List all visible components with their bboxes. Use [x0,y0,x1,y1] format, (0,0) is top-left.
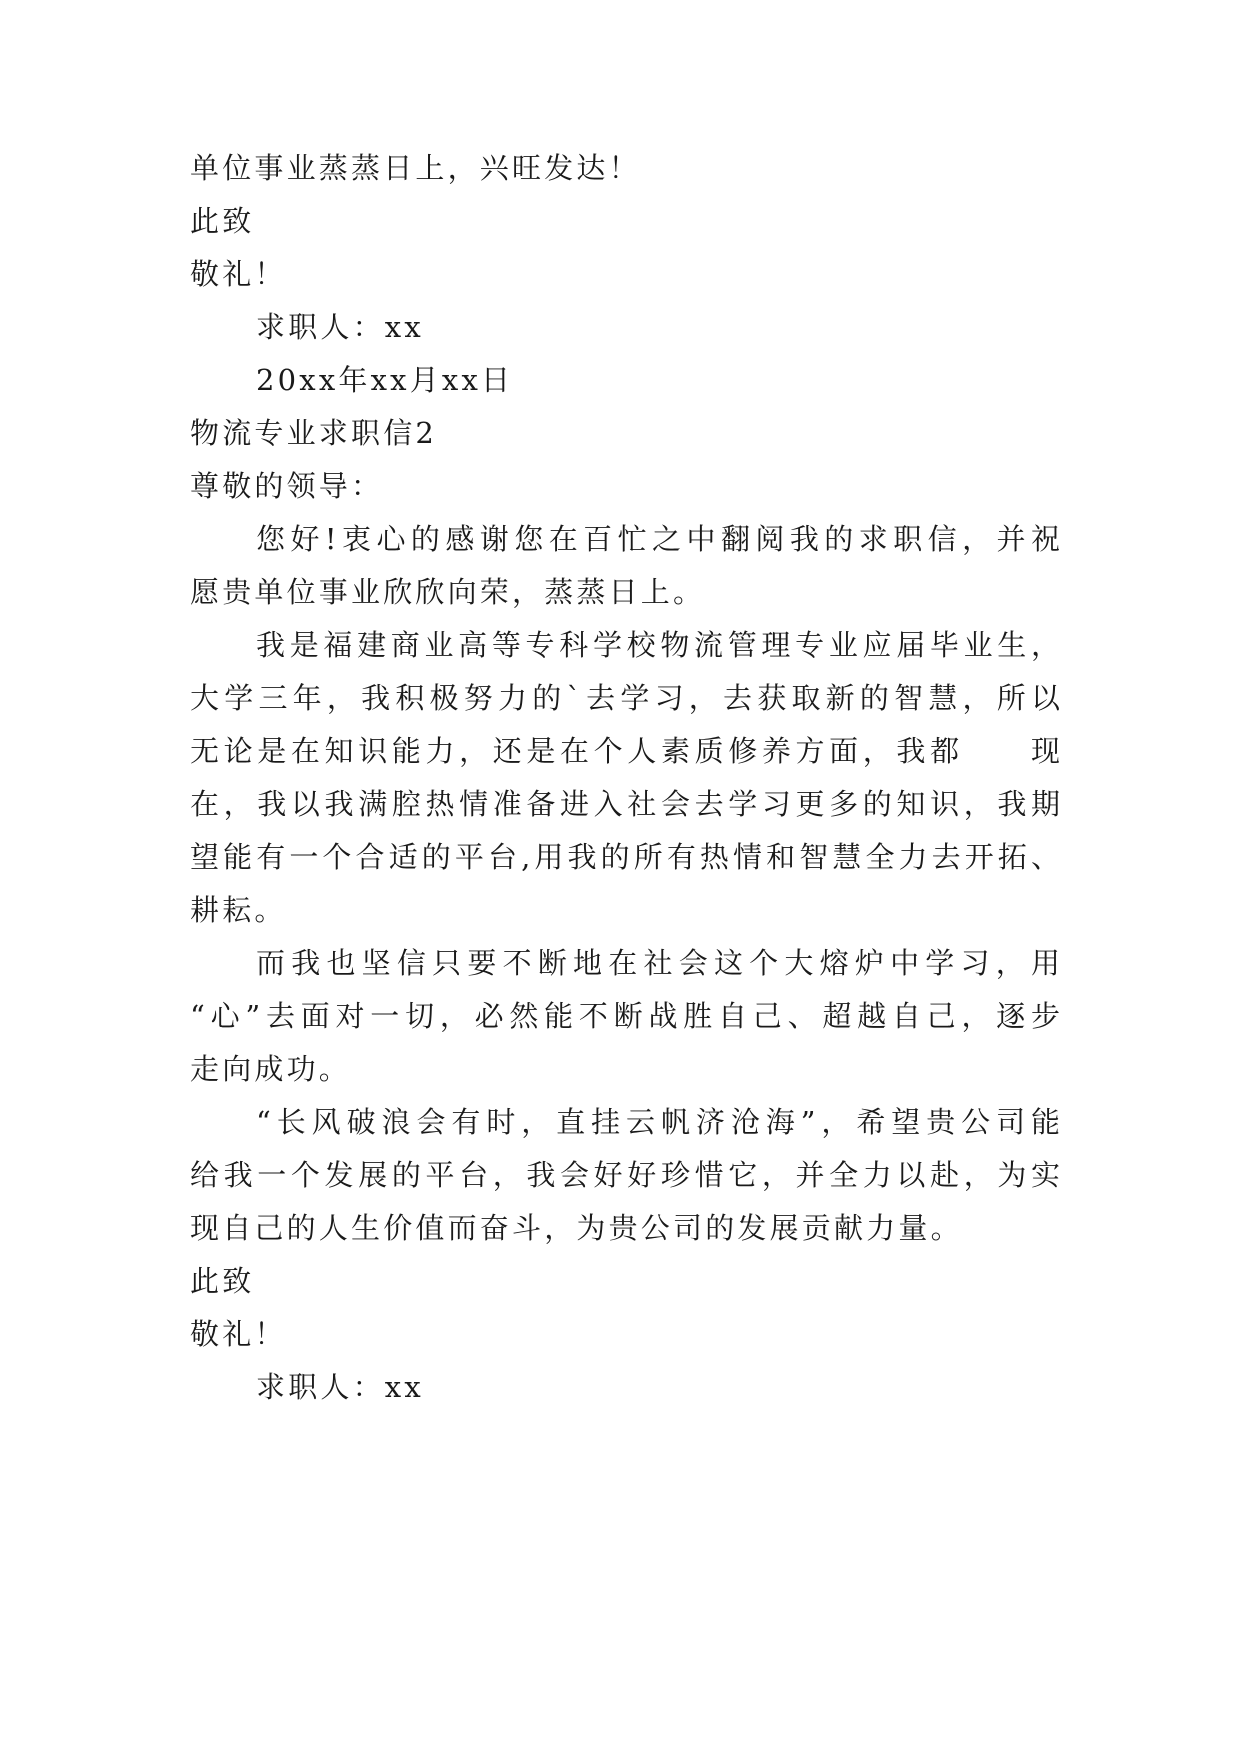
salutation-cizhi: 此致 [190,204,255,238]
paragraph-line: 走向成功。 [190,1052,352,1086]
paragraph-line: 现自己的人生价值而奋斗，为贵公司的发展贡献力量。 [190,1211,963,1245]
signature-date: 20xx年xx月xx日 [256,363,514,397]
signature-applicant: 求职人：xx [256,1370,424,1404]
paragraph-line: “心”去面对一切，必然能不断战胜自己、超越自己，逐步 [190,999,1060,1033]
salutation-cizhi: 此致 [190,1264,255,1298]
paragraph-line: 耕耘。 [190,893,287,927]
paragraph-line: “长风破浪会有时，直挂云帆济沧海”，希望贵公司能 [256,1105,1060,1139]
salutation-jingli: 敬礼！ [190,257,287,291]
paragraph-line: 望能有一个合适的平台,用我的所有热情和智慧全力去开拓、 [190,840,1060,874]
paragraph-line: 愿贵单位事业欣欣向荣，蒸蒸日上。 [190,575,706,609]
paragraph-line: 在，我以我满腔热情准备进入社会去学习更多的知识，我期 [190,787,1060,821]
paragraph-line: 给我一个发展的平台，我会好好珍惜它，并全力以赴，为实 [190,1158,1060,1192]
letter-heading: 物流专业求职信2 [190,416,438,450]
letter-greeting: 尊敬的领导： [190,469,384,503]
salutation-jingli: 敬礼！ [190,1317,287,1351]
paragraph-line: 无论是在知识能力，还是在个人素质修养方面，我都 现 [190,734,1060,768]
paragraph-line: 您好!衷心的感谢您在百忙之中翻阅我的求职信，并祝 [256,522,1060,556]
paragraph-line: 而我也坚信只要不断地在社会这个大熔炉中学习，用 [256,946,1060,980]
paragraph-line: 我是福建商业高等专科学校物流管理专业应届毕业生， [256,628,1060,662]
paragraph-line: 大学三年，我积极努力的`去学习，去获取新的智慧，所以 [190,681,1060,715]
signature-applicant: 求职人：xx [256,310,424,344]
closing-wish-line: 单位事业蒸蒸日上，兴旺发达！ [190,151,641,185]
